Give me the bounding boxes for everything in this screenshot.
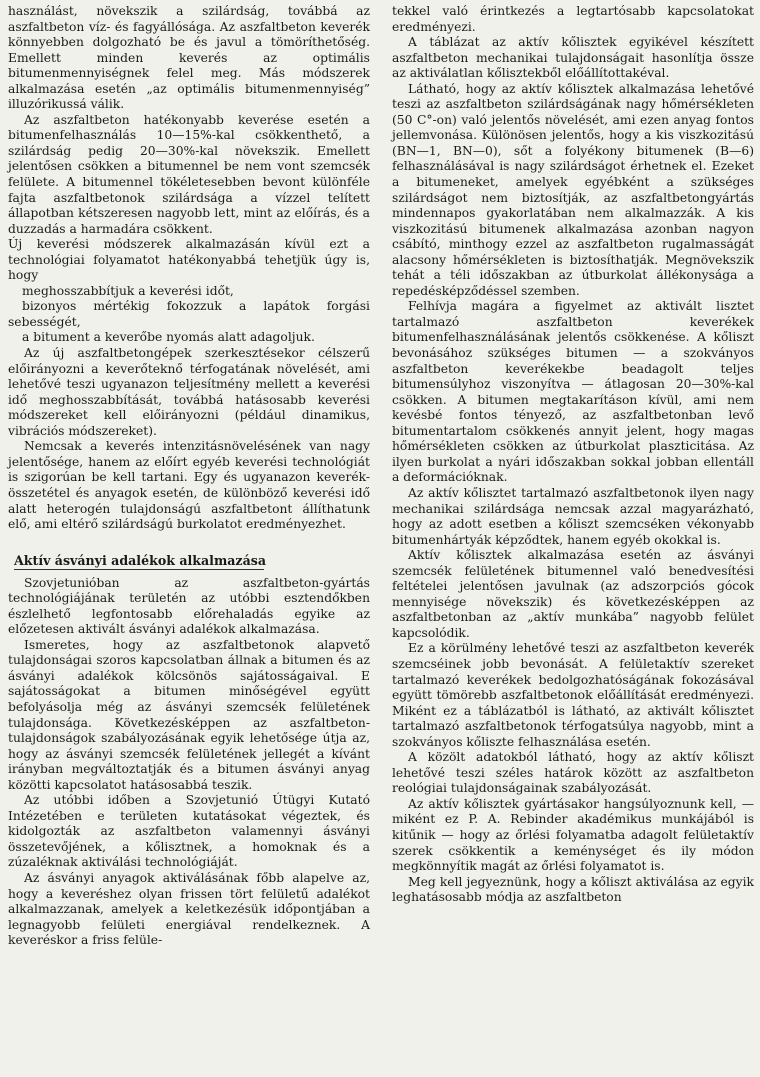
paragraph: használást, növekszik a szilárdság, továbbá az aszfaltbeton víz- és fagyállósága. Az aszfaltbeton keverék könnyebben dolgozható be és javul a tömöríthetőség. Emellett minden keverés az optimális bitumenmennyiségnek felel meg. Más módszerek alkalmazása esetén „az optimális bitumenmennyiség” illuzórikussá válik. (8, 4, 370, 112)
paragraph: Aktív kőlisztek alkalmazása esetén az ásványi szemcsék felületének bitumennel való benedvesítési feltételei jelentősen javulnak (az adszorpciós gócok mennyisége növekszik) és következésképpen az aszfaltbetonban az „aktív munkába” nagyobb felület kapcsolódik. (392, 548, 754, 640)
section-heading (8, 553, 370, 570)
paragraph: Új keverési módszerek alkalmazásán kívül ezt a technológiai folyamatot hatékonyabbá tehetjük úgy is, hogy (8, 237, 370, 283)
paragraph: a bitument a keverőbe nyomás alatt adagoljuk. (22, 330, 315, 345)
paragraph: Felhívja magára a figyelmet az aktivált lisztet tartalmazó aszfaltbeton keverékek bitumenfelhasználásának jelentős csökkenése. A kőliszt bevonásához szükséges bitumen — a szokványos aszfaltbeton keverékekbe beadagolt teljes bitumensúlyhoz viszonyítva — átlagosan 20—30%-kal csökken. A bitumen megtakarításon kívül, ami nem kevésbé fontos tényező, az aszfaltbetonban levő bitumentartalom csökkenés annyit jelent, hogy magas hőmérsékleten csökken az útburkolat plaszticitása. Az ilyen burkolat a nyári időszakban sokkal jobban ellentáll a deformációknak. (392, 299, 754, 485)
left-paragraphs-before-heading (8, 4, 370, 533)
paragraph: Látható, hogy az aktív kőlisztek alkalmazása lehetővé teszi az aszfaltbeton szilárdságának nagy hőmérsékleten (50 C°-on) való jelentős növelését, ami ezen anyag fontos jellemvonása. Különösen jelentős, hogy a kis viszkozitású (BN—1, BN—0), sőt a folyékony bitumenek (B—6) felhasználásával is nagy szilárdságot érhetnek el. Ezeket a bitumeneket, amelyek egyébként a szükséges szilárdságot nem biztosítják, az aszfaltbetongyártás mindennapos gyakorlatában nem alkalmazzák. A kis viszkozitású bitumenek alkalmazása azonban nagyon csábító, minthogy ezzel az aszfaltbeton rugalmasságát alacsony hőmérsékleten is biztosíthatják. Megnövekszik tehát a téli időszakban az útburkolat állékonysága a repedésképződéssel szemben. (392, 81, 754, 298)
section-heading-text: Aktív ásványi adalékok alkalmazása (14, 552, 266, 568)
paragraph: Ismeretes, hogy az aszfaltbetonok alapvető tulajdonságai szoros kapcsolatban állnak a bitumen és az ásványi adalékok kölcsönös sajátosságaival. E sajátosságokat a bitumen minőségével együtt befolyásolja még az ásványi szemcsék felületének tulajdonsága. Következésképpen az aszfaltbeton-tulajdonságok szabályozásának egyik lehetősége útja az, hogy az ásványi szemcsék felületének jellegét a kívánt irányban megváltoztatják és a bitumen ásványi anyag közötti kapcsolatot hatásosabbá teszik. (8, 637, 370, 792)
paragraph: Az aktív kőlisztet tartalmazó aszfaltbetonok ilyen nagy mechanikai szilárdsága nemcsak azzal magyarázható, hogy az adott esetben a kőliszt szemcséken vékonyabb bitumenhártyák képződtek, hanem egyéb okokkal is. (392, 485, 754, 547)
paragraph: Az utóbbi időben a Szovjetunió Útügyi Kutató Intézetében e területen kutatásokat végeztek, és kidolgozták az aszfaltbeton valamennyi ásványi összetevőjének, a kőlisztnek, a homoknak és a zúzaléknak aktiválási technológiáját. (8, 793, 370, 870)
two-column-body (8, 4, 754, 949)
left-paragraphs-after-heading (8, 576, 370, 949)
paragraph: tekkel való érintkezés a legtartósabb kapcsolatokat eredményezi. (392, 4, 754, 34)
paragraph: Szovjetunióban az aszfaltbeton-gyártás technológiájának területén az utóbbi esztendőkben észlelhető legfontosabb előrehaladás egyike az előzetesen aktivált ásványi adalékok alkalmazása. (8, 575, 370, 637)
heading-underline (14, 569, 264, 570)
paragraph: Az új aszfaltbetongépek szerkesztésekor célszerű előirányozni a keverőteknő térfogatának növelését, ami lehetővé teszi ugyanazon teljesítmény mellett a keverési idő meghosszabbítását, továbbá hatásosabb keverési módszereket kell előirányozni (például dinamikus, vibrációs módszereket). (8, 346, 370, 438)
right-paragraphs (392, 4, 754, 906)
paragraph: Az aktív kőlisztek gyártásakor hangsúlyoznunk kell, — miként ez P. A. Rebinder akadémikus munkájából is kitűnik — hogy az őrlési folyamatba adagolt felületaktív szerek csökkentik a keménységet és ily módon megkönnyítik magát az őrlési folyamatot is. (392, 796, 754, 874)
paragraph: Az ásványi anyagok aktiválásának főbb alapelve az, hogy a keveréshez olyan frissen tört felületű adalékot alkalmazzanak, amelyek a keletkezésük időpontjában a legnagyobb felületi energiával rendelkeznek. A keveréskor a friss felüle- (8, 870, 370, 948)
paragraph: Az aszfaltbeton hatékonyabb keverése esetén a bitumenfelhasználás 10—15%-kal csökkenthető, a szilárdság pedig 20—30%-kal növekszik. Emellett jelentősen csökken a bitumennel be nem vont szemcsék felülete. A bitumennel tökéletesebben bevont különféle fajta aszfaltbetonok szilárdsága a vízzel telített állapotban kétszeresen nagyobb lett, mint az előírás, és a duzzadás a harmadára csökkent. (8, 112, 370, 236)
paragraph: Nemcsak a keverés intenzitásnövelésének van nagy jelentősége, hanem az előírt egyéb keverési technológiát is szigorúan be kell tartani. Egy és ugyanazon keverék-összetétel és anyagok esetén, de különböző keverési idő alatt heterogén tulajdonságú aszfaltbetont állíthatunk elő, ami eltérő szilárdságú burkolatot eredményezhet. (8, 439, 370, 532)
paragraph: bizonyos mértékig fokozzuk a lapátok forgási sebességét, (8, 299, 370, 329)
right-column (392, 4, 754, 949)
paragraph: A közölt adatokból látható, hogy az aktív kőliszt lehetővé teszi széles határok között az aszfaltbeton reológiai tulajdonságainak szabályozását. (392, 750, 754, 796)
paragraph: A táblázat az aktív kőlisztek egyikével készített aszfaltbeton mechanikai tulajdonságait hasonlítja össze az aktiválatlan kőlisztekből előállítottakéval. (392, 35, 754, 81)
paragraph: Ez a körülmény lehetővé teszi az aszfaltbeton keverék szemcséinek jobb bevonását. A felületaktív szereket tartalmazó keverékek bedolgozhatóságának fokozásával együtt tömörebb aszfaltbetonok előállítását eredményezi. Miként ez a táblázatból is látható, az aktivált kőlisztet tartalmazó aszfaltbetonok térfogatsúlya nagyobb, mint a szokványos kőliszte felhasználása esetén. (392, 641, 754, 749)
paragraph: Meg kell jegyeznünk, hogy a kőliszt aktiválása az egyik leghatásosabb módja az aszfaltbeton (392, 874, 754, 905)
left-column (8, 4, 370, 949)
paragraph: meghosszabbítjuk a keverési időt, (22, 283, 234, 298)
